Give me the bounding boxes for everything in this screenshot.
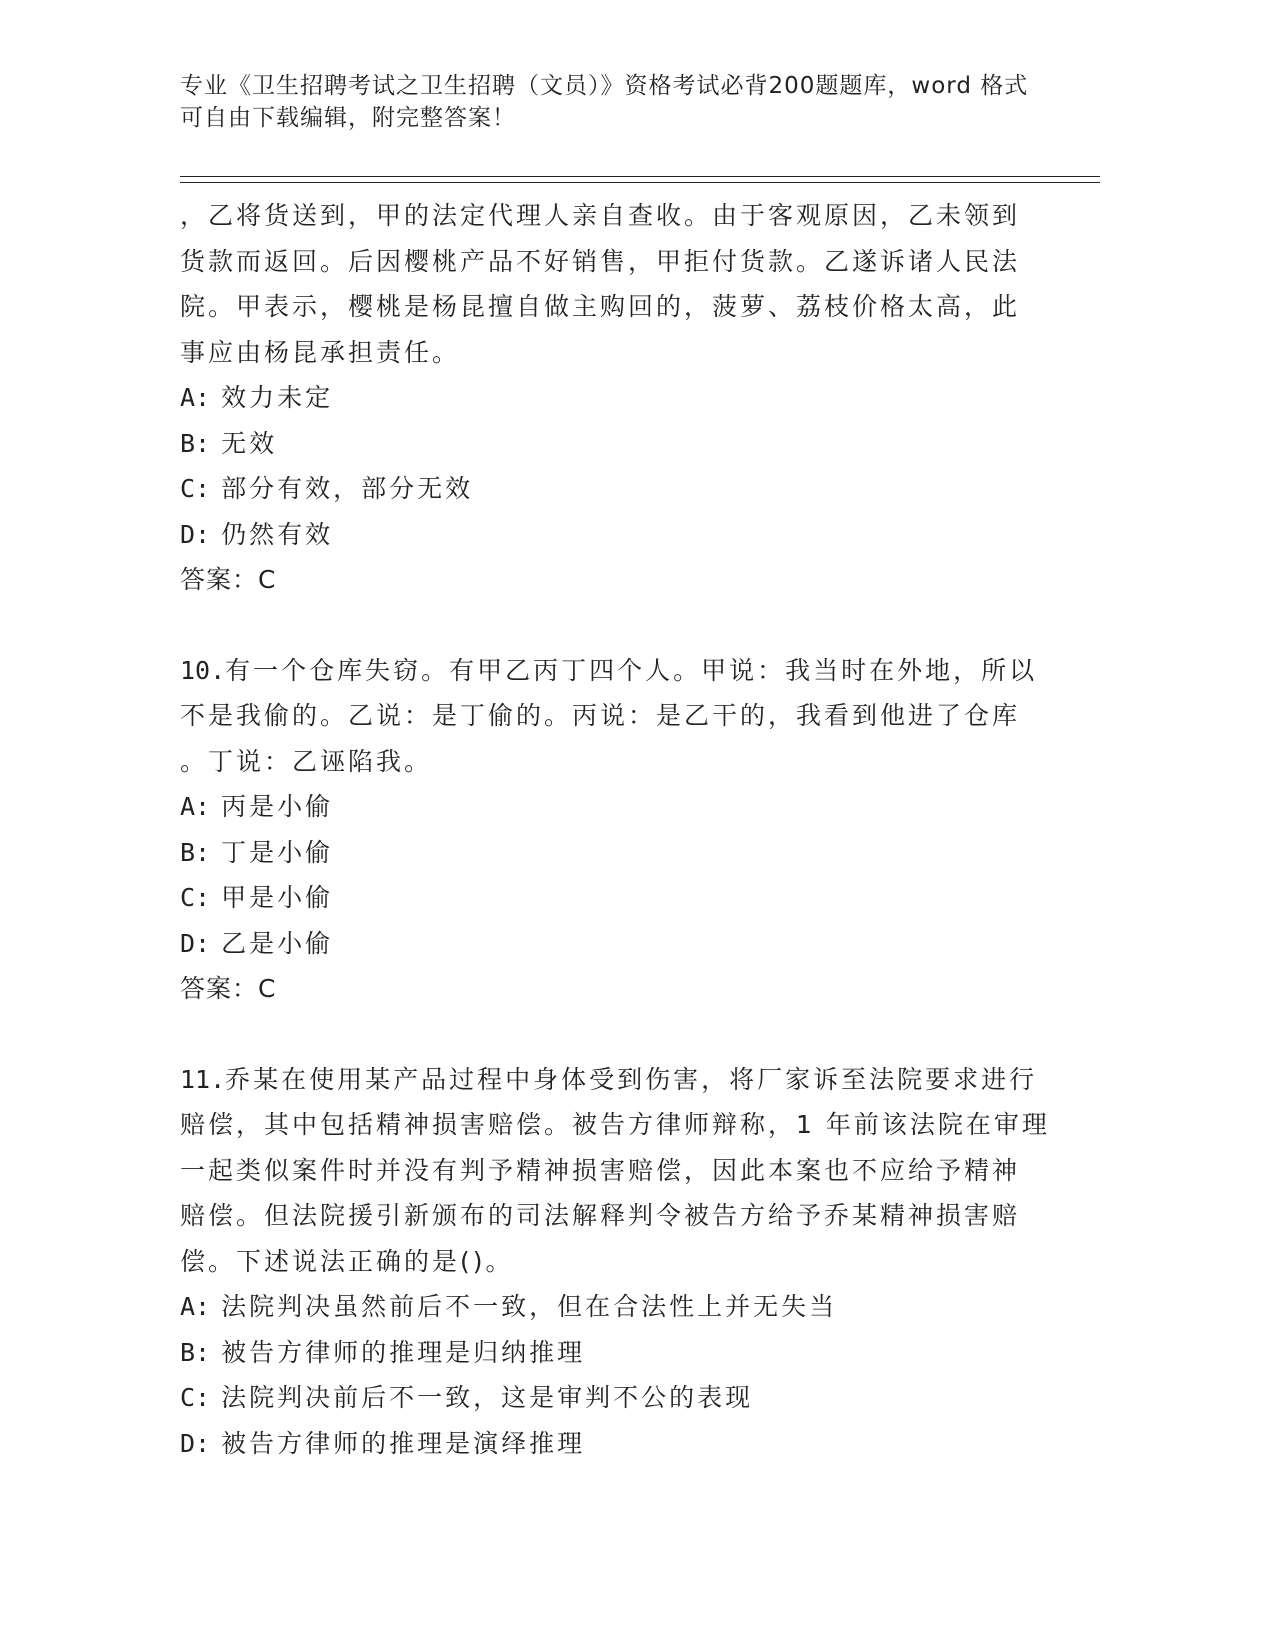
option-b <box>180 1330 1060 1376</box>
document-body <box>180 193 1060 1466</box>
question-text-line: 。丁说：乙诬陷我。 <box>180 746 433 776</box>
question-text-line: 货款而返回。后因樱桃产品不好销售，甲拒付货款。乙遂诉诸人民法 <box>180 246 1021 276</box>
option-text: 被告方律师的推理是归纳推理 <box>221 1337 586 1367</box>
option-text: 乙是小偷 <box>221 928 334 958</box>
option-b <box>180 421 1060 467</box>
question-text-line: 赔偿。但法院援引新颁布的司法解释判令被告方给予乔某精神损害赔 <box>180 1201 1021 1230</box>
option-label: C: <box>180 1383 211 1412</box>
question-text-line: 不是我偷的。乙说：是丁偷的。丙说：是乙干的，我看到他进了仓库 <box>180 701 1021 730</box>
option-b <box>180 830 1060 876</box>
option-d <box>180 1421 1060 1467</box>
option-text: 仍然有效 <box>221 519 334 549</box>
question-text-line <box>180 1057 1060 1103</box>
option-label: B: <box>180 1337 211 1367</box>
option-c <box>180 1375 1060 1421</box>
question-text-line: 院。甲表示，樱桃是杨昆擅自做主购回的，菠萝、荔枝价格太高，此 <box>180 292 1021 321</box>
option-c <box>180 466 1060 512</box>
question-text: 有一个仓库失窃。有甲乙丙丁四个人。甲说：我当时在外地，所以 <box>225 655 1038 685</box>
option-text: 甲是小偷 <box>221 883 334 912</box>
option-label: C: <box>180 474 211 503</box>
option-label: A: <box>180 1292 211 1321</box>
document-header <box>180 70 1060 134</box>
option-text: 被告方律师的推理是演绎推理 <box>221 1428 586 1458</box>
question-text-line <box>180 648 1060 694</box>
question-text-line: 事应由杨昆承担责任。 <box>180 337 461 367</box>
question-number: 11. <box>180 1064 226 1094</box>
option-a <box>180 784 1060 830</box>
option-label: B: <box>180 837 211 867</box>
option-d <box>180 512 1060 558</box>
option-text: 丁是小偷 <box>221 837 334 867</box>
option-text: 效力未定 <box>221 383 334 412</box>
option-label: B: <box>180 428 211 458</box>
option-text: 部分有效，部分无效 <box>221 474 474 503</box>
answer-line: 答案：C <box>180 565 277 594</box>
question-text-line: 赔偿，其中包括精神损害赔偿。被告方律师辩称，1 年前该法院在审理 <box>180 1110 1050 1139</box>
question-block <box>180 1057 1060 1467</box>
question-text: 乔某在使用某产品过程中身体受到伤害，将厂家诉至法院要求进行 <box>225 1064 1038 1094</box>
option-a <box>180 375 1060 421</box>
option-label: C: <box>180 883 211 912</box>
option-text: 无效 <box>221 428 278 458</box>
option-label: D: <box>180 1428 211 1458</box>
option-label: A: <box>180 792 211 821</box>
option-d <box>180 921 1060 967</box>
question-text-line: 偿。下述说法正确的是()。 <box>180 1246 514 1276</box>
option-text: 法院判决前后不一致，这是审判不公的表现 <box>221 1383 754 1412</box>
header-title-line-2: 可自由下载编辑，附完整答案！ <box>180 105 516 131</box>
question-number: 10. <box>180 655 226 685</box>
header-divider-top <box>180 176 1100 177</box>
header-divider-bottom <box>180 182 1100 183</box>
answer-line: 答案：C <box>180 974 277 1003</box>
question-block <box>180 193 1060 603</box>
question-text-line: 一起类似案件时并没有判予精神损害赔偿，因此本案也不应给予精神 <box>180 1155 1021 1185</box>
option-label: A: <box>180 383 211 412</box>
option-text: 法院判决虽然前后不一致，但在合法性上并无失当 <box>221 1292 838 1321</box>
option-label: D: <box>180 519 211 549</box>
spacer <box>180 603 1060 648</box>
question-block <box>180 648 1060 1012</box>
question-text-line: ，乙将货送到，甲的法定代理人亲自查收。由于客观原因，乙未领到 <box>180 201 1021 230</box>
header-title-line-1: 专业《卫生招聘考试之卫生招聘（文员）》资格考试必背200题题库，word 格式 <box>180 73 1029 99</box>
option-a <box>180 1284 1060 1330</box>
option-c <box>180 875 1060 921</box>
option-label: D: <box>180 928 211 958</box>
spacer <box>180 1012 1060 1057</box>
option-text: 丙是小偷 <box>221 792 334 821</box>
